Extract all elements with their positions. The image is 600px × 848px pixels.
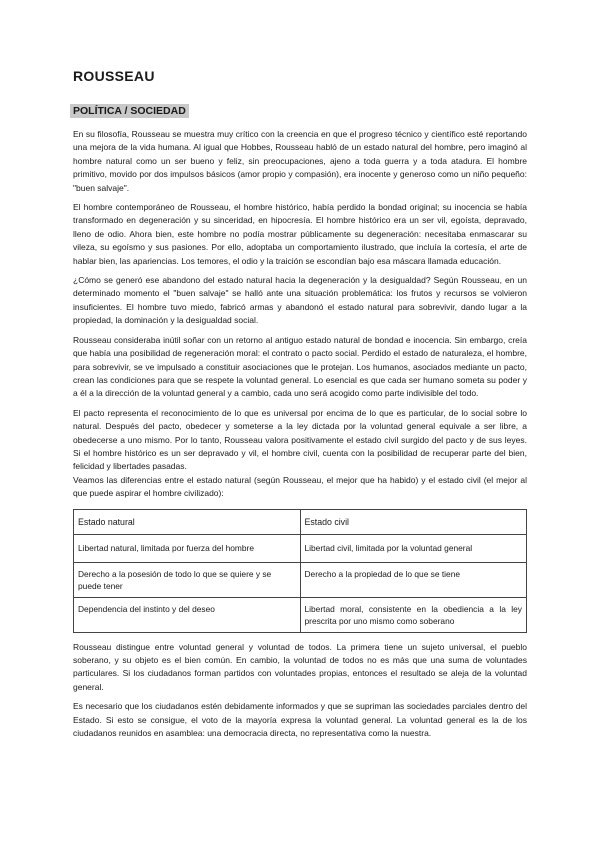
table-row — [74, 597, 527, 632]
paragraph-2: El hombre contemporáneo de Rousseau, el hombre histórico, había perdido la bondad original; su inocencia se había transformado en degeneración y su sinceridad, en hipocresía. El hombre histórico era un ser vil, egoísta, depravado, lleno de odio. Ahora bien, este hombre no podía mostrar públicamente su degeneración: necesitaba enmascarar su vileza, su egoísmo y sus pasiones. Por ello, adoptaba un comportamiento ilustrado, que incluía la cortesía, el arte de hablar bien, las apariencias. Los temores, el odio y la traición se escondían bajo esa máscara llamada educación. — [73, 202, 527, 266]
paragraph-7: Rousseau distingue entre voluntad general y voluntad de todos. La primera tiene un sujeto universal, el pueblo soberano, y su objeto es el bien común. En cambio, la voluntad de todos no es más que una suma de voluntades particulares. Si los ciudadanos forman partidos con voluntades propias, entonces el resultado se aleja de la voluntad general. — [73, 641, 527, 692]
table-row — [74, 534, 527, 562]
table-header-cell: Estado civil — [300, 509, 527, 534]
table-cell: Libertad moral, consistente en la obediencia a la ley prescrita por uno mismo como soberano — [300, 597, 527, 632]
table-cell: Libertad natural, limitada por fuerza del hombre — [74, 534, 301, 562]
section-heading: POLÍTICA / SOCIEDAD — [70, 104, 189, 118]
paragraph-3: ¿Cómo se generó ese abandono del estado natural hacia la degeneración y la desigualdad? Según Rousseau, en un determinado momento el "buen salvaje" se halló ante una situación problemática: los frutos y recursos se volvieron insuficientes. El hombre tuvo miedo, fabricó armas y abandonó el estado natural para sobrevivir, dando lugar a la propiedad, la dominación y la desigualdad social. — [73, 275, 527, 326]
page-title: ROUSSEAU — [73, 68, 155, 84]
table-cell: Dependencia del instinto y del deseo — [74, 597, 301, 632]
table-header-cell: Estado natural — [74, 509, 301, 534]
paragraph-8: Es necesario que los ciudadanos estén debidamente informados y que se supriman las sociedades parciales dentro del Estado. Si esto se consigue, el voto de la mayoría expresa la voluntad general. La voluntad general es la de los ciudadanos reunidos en asamblea: una democracia directa, no representativa como la nuestra. — [73, 701, 527, 738]
document-page — [73, 68, 527, 746]
table-header-row — [74, 509, 527, 534]
paragraph-5: El pacto representa el reconocimiento de lo que es universal por encima de lo que es particular, de lo social sobre lo natural. Después del pacto, obedecer y someterse a la ley dictada por la voluntad general equivale a ser libre, a obedecerse a uno mismo. Por lo tanto, Rousseau valora positivamente el estado civil surgido del pacto y de sus leyes. Si el hombre histórico es un ser depravado y vil, el hombre civil, cuenta con la posibilidad de recuperar parte del bien, felicidad y libertades pasadas. — [73, 407, 527, 472]
table-cell: Derecho a la propiedad de lo que se tiene — [300, 562, 527, 597]
table-cell: Derecho a la posesión de todo lo que se quiere y se puede tener — [74, 562, 301, 597]
table-row — [74, 562, 527, 597]
paragraph-1: En su filosofía, Rousseau se muestra muy crítico con la creencia en que el progreso técnico y científico esté reportando una mejora de la vida humana. Al igual que Hobbes, Rousseau habló de un estado natural del hombre, pero imaginó al hombre natural como un ser bueno y feliz, sin preocupaciones, ajeno a toda guerra y a toda atadura. El hombre primitivo, movido por dos impulsos básicos (amor propio y compasión), era inocente y generoso como un niño pequeño: "buen salvaje". — [73, 129, 527, 193]
comparison-table — [73, 509, 527, 633]
paragraph-4: Rousseau consideraba inútil soñar con un retorno al antiguo estado natural de bondad e inocencia. Sin embargo, creía que había una posibilidad de regeneración moral: el contrato o pacto social. Perdido el estado de naturaleza, el hombre, para sobrevivir, se ve impulsado a constituir asociaciones que le protejan. Los humanos, asociados mediante un pacto, crean las condiciones para que se respete la voluntad general. Lo esencial es que cada ser humano someta su poder y a él a la dirección de la voluntad general y a cambio, cada uno será acogido como parte indivisible del todo. — [73, 334, 527, 399]
table-cell: Libertad civil, limitada por la voluntad general — [300, 534, 527, 562]
paragraph-6: Veamos las diferencias entre el estado natural (según Rousseau, el mejor que ha habido) y el estado civil (el mejor al que puede aspirar el hombre civilizado): — [73, 474, 527, 499]
